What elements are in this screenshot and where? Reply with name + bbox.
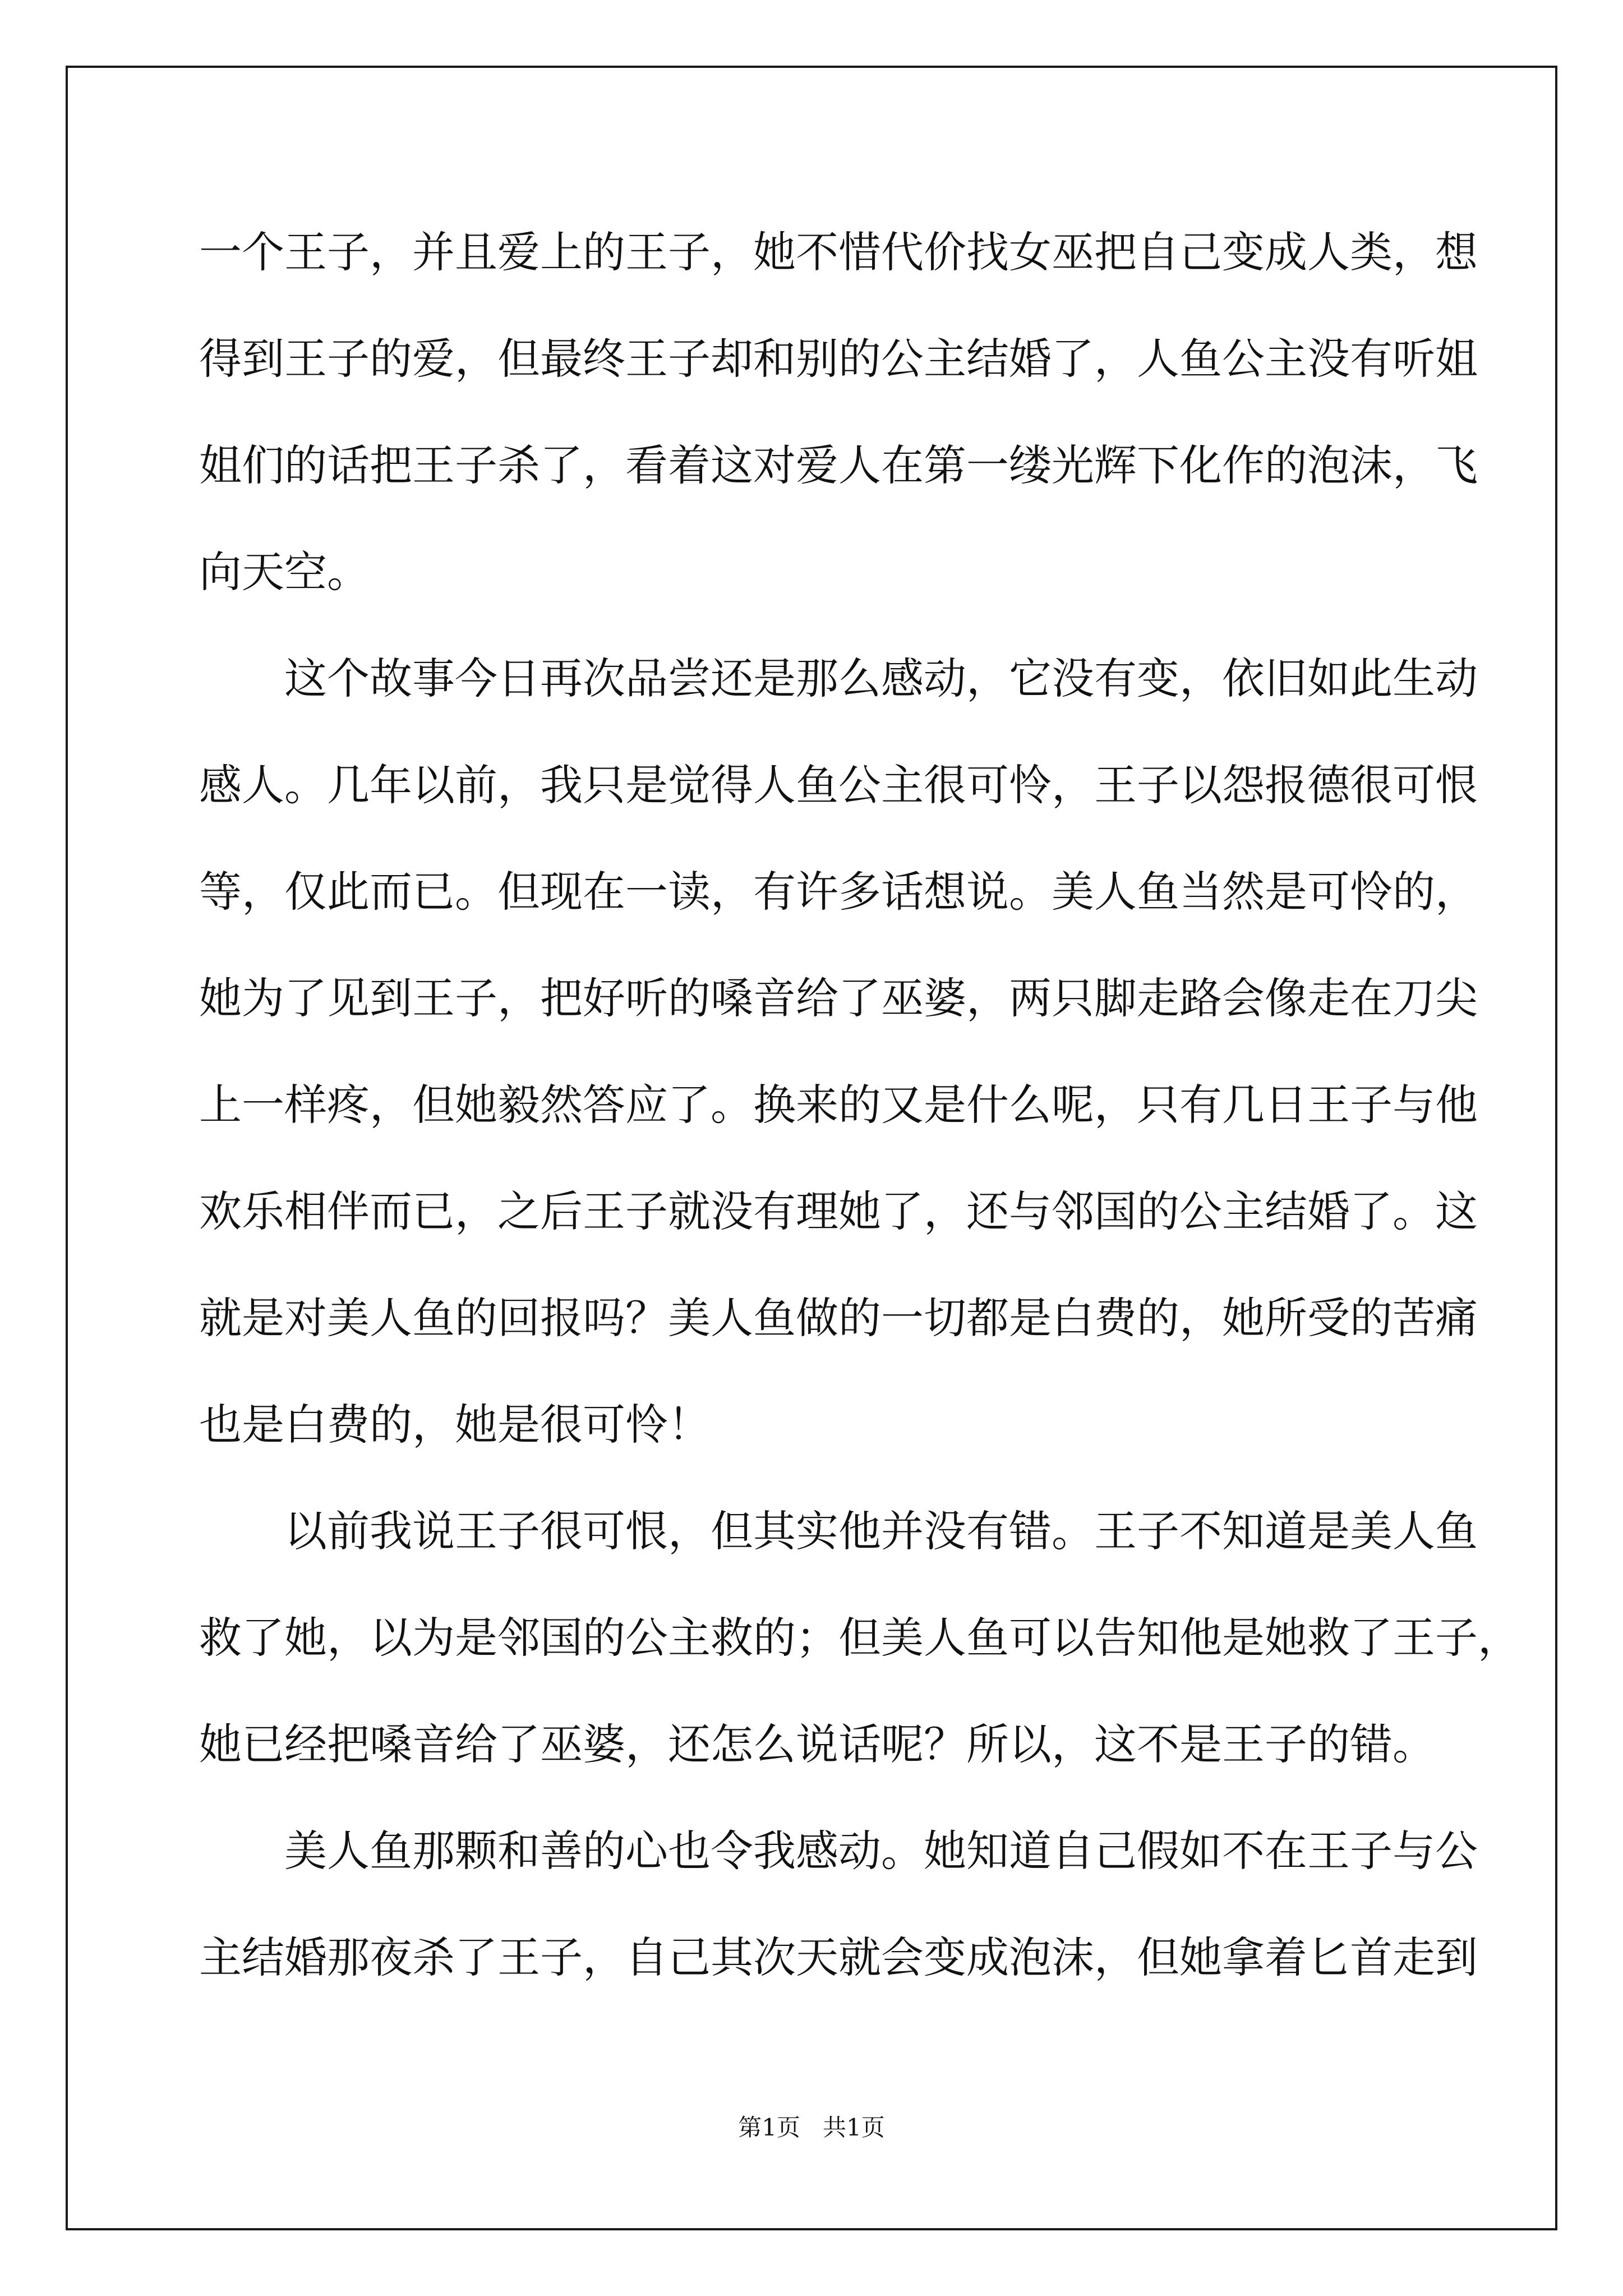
page-footer: 第1页 共1页: [738, 2114, 885, 2141]
text-line: 等，仅此而已。但现在一读，有许多话想说。美人鱼当然是可怜的，: [199, 867, 1478, 917]
text-line: 上一样疼，但她毅然答应了。换来的又是什么呢，只有几日王子与他: [199, 1080, 1478, 1130]
text-line: 感人。几年以前，我只是觉得人鱼公主很可怜，王子以怨报德很可恨: [199, 760, 1478, 810]
paragraph-first-line: 以前我说王子很可恨，但其实他并没有错。王子不知道是美人鱼: [284, 1506, 1478, 1556]
text-line: 也是白费的，她是很可怜！: [199, 1400, 711, 1450]
text-line: 一个王子，并且爱上的王子，她不惜代价找女巫把自己变成人类，想: [199, 227, 1478, 277]
text-line: 欢乐相伴而已，之后王子就没有理她了，还与邻国的公主结婚了。这: [199, 1186, 1478, 1236]
text-line: 向天空。: [199, 547, 370, 597]
paragraph-first-line: 美人鱼那颗和善的心也令我感动。她知道自己假如不在王子与公: [284, 1826, 1478, 1876]
text-line: 救了她，以为是邻国的公主救的；但美人鱼可以告知他是她救了王子，: [199, 1613, 1520, 1663]
text-line: 姐们的话把王子杀了，看着这对爱人在第一缕光辉下化作的泡沫，飞: [199, 440, 1478, 490]
text-line: 得到王子的爱，但最终王子却和别的公主结婚了，人鱼公主没有听姐: [199, 334, 1478, 384]
text-line: 她为了见到王子，把好听的嗓音给了巫婆，两只脚走路会像走在刀尖: [199, 973, 1478, 1023]
document-body: [199, 199, 1520, 2011]
text-line: 她已经把嗓音给了巫婆，还怎么说话呢？所以，这不是王子的错。: [199, 1719, 1435, 1769]
text-line: 主结婚那夜杀了王子，自己其次天就会变成泡沫，但她拿着匕首走到: [199, 1932, 1478, 1982]
text-line: 就是对美人鱼的回报吗？美人鱼做的一切都是白费的，她所受的苦痛: [199, 1293, 1478, 1343]
paragraph-first-line: 这个故事今日再次品尝还是那么感动，它没有变，依旧如此生动: [284, 654, 1478, 703]
